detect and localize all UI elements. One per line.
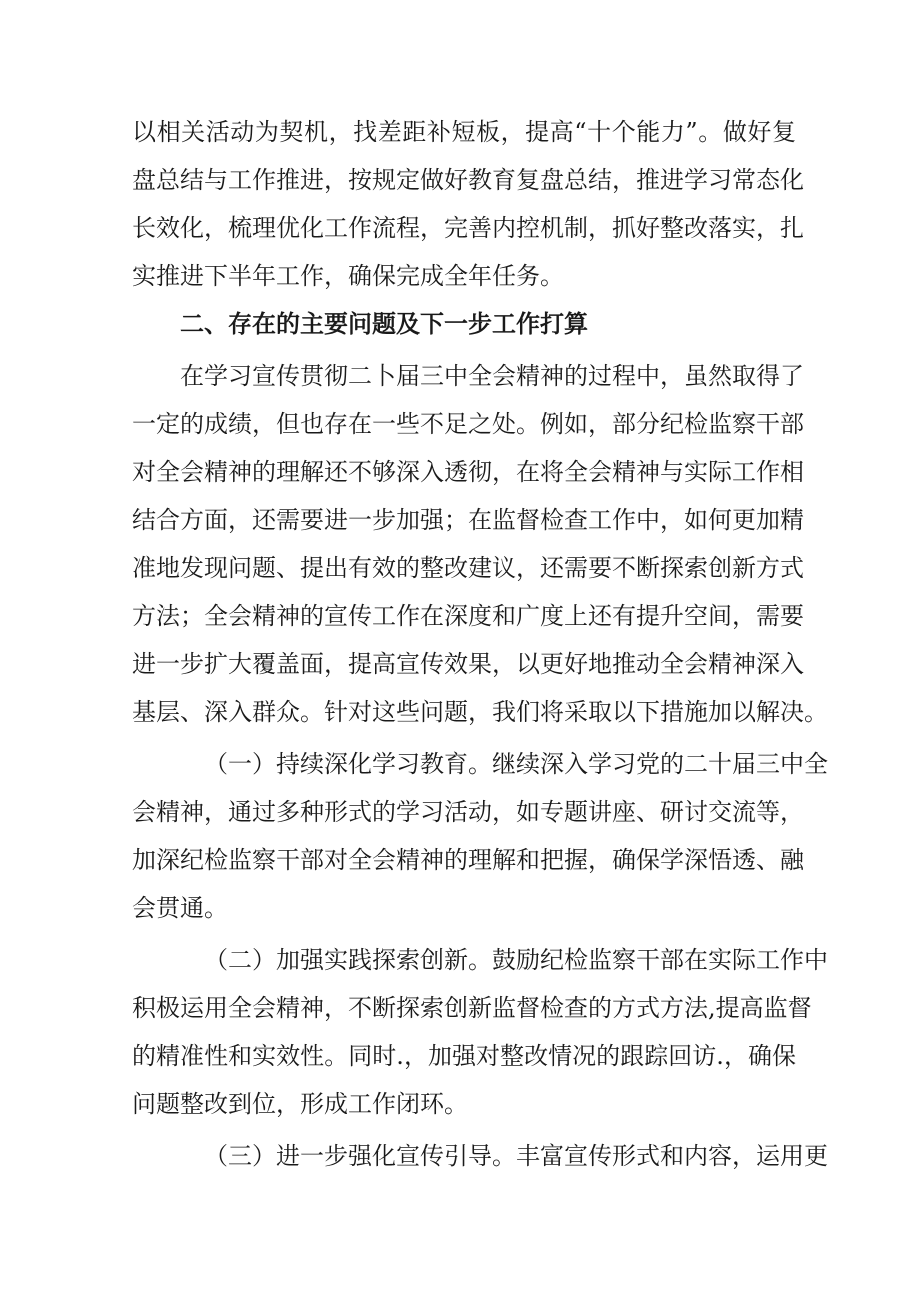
text-line: 的精准性和实效性。同时.，加强对整改情况的跟踪回访.，确保 [132,1042,796,1070]
text-line: 对全会精神的理解还不够深入透彻，在将全会精神与实际工作相 [132,458,804,486]
document-body [132,108,828,1180]
text-line: （一）持续深化学习教育。继续深入学习党的二十届三中全 [204,750,828,778]
text-line: （三）进一步强化宣传引导。丰富宣传形式和内容，运用更 [204,1142,828,1170]
text-line: 基层、深入群众。针对这些问题，我们将采取以下措施加以解决。 [132,698,828,726]
text-line: 加深纪检监察干部对全会精神的理解和把握，确保学深悟透、融 [132,846,804,874]
text-line: （二）加强实践探索创新。鼓励纪检监察干部在实际工作中 [204,946,828,974]
text-line: 在学习宣传贯彻二卜届三中全会精神的过程中，虽然取得了 [180,362,804,390]
text-line: 一定的成绩，但也存在一些不足之处。例如，部分纪检监察干部 [132,410,804,438]
text-line: 积极运用全会精神，不断探索创新监督检查的方式方法,提高监督 [132,994,812,1022]
text-line: 会精神，通过多种形式的学习活动，如专题讲座、研讨交流等， [132,798,804,826]
text-line: 问题整改到位，形成工作闭环。 [132,1090,468,1118]
paragraph [132,352,828,736]
text-line: 会贯通。 [132,894,228,922]
text-line: 长效化，梳理优化工作流程，完善内控机制，抓好整改落实，扎 [132,214,804,242]
text-line: 结合方面，还需要进一步加强；在监督检查工作中，如何更加精 [132,506,804,534]
list-item [132,1132,828,1180]
list-item [132,936,828,1128]
list-item [132,740,828,932]
text-line: 以相关活动为契机，找差距补短板，提高“十个能力”。做好复 [132,118,796,146]
section-heading: 二、存在的主要问题及下一步工作打算 [180,310,588,338]
paragraph [132,108,804,300]
text-line: 盘总结与工作推进，按规定做好教育复盘总结，推进学习常态化 [132,166,804,194]
text-line: 准地发现问题、提出有效的整改建议，还需要不断探索创新方式 [132,554,804,582]
text-line: 方法；全会精神的宣传工作在深度和广度上还有提升空间，需要 [132,602,804,630]
text-line: 进一步扩大覆盖面，提高宣传效果，以更好地推动全会精神深入 [132,650,804,678]
text-line: 实推进下半年工作，确保完成全年任务。 [132,262,564,290]
